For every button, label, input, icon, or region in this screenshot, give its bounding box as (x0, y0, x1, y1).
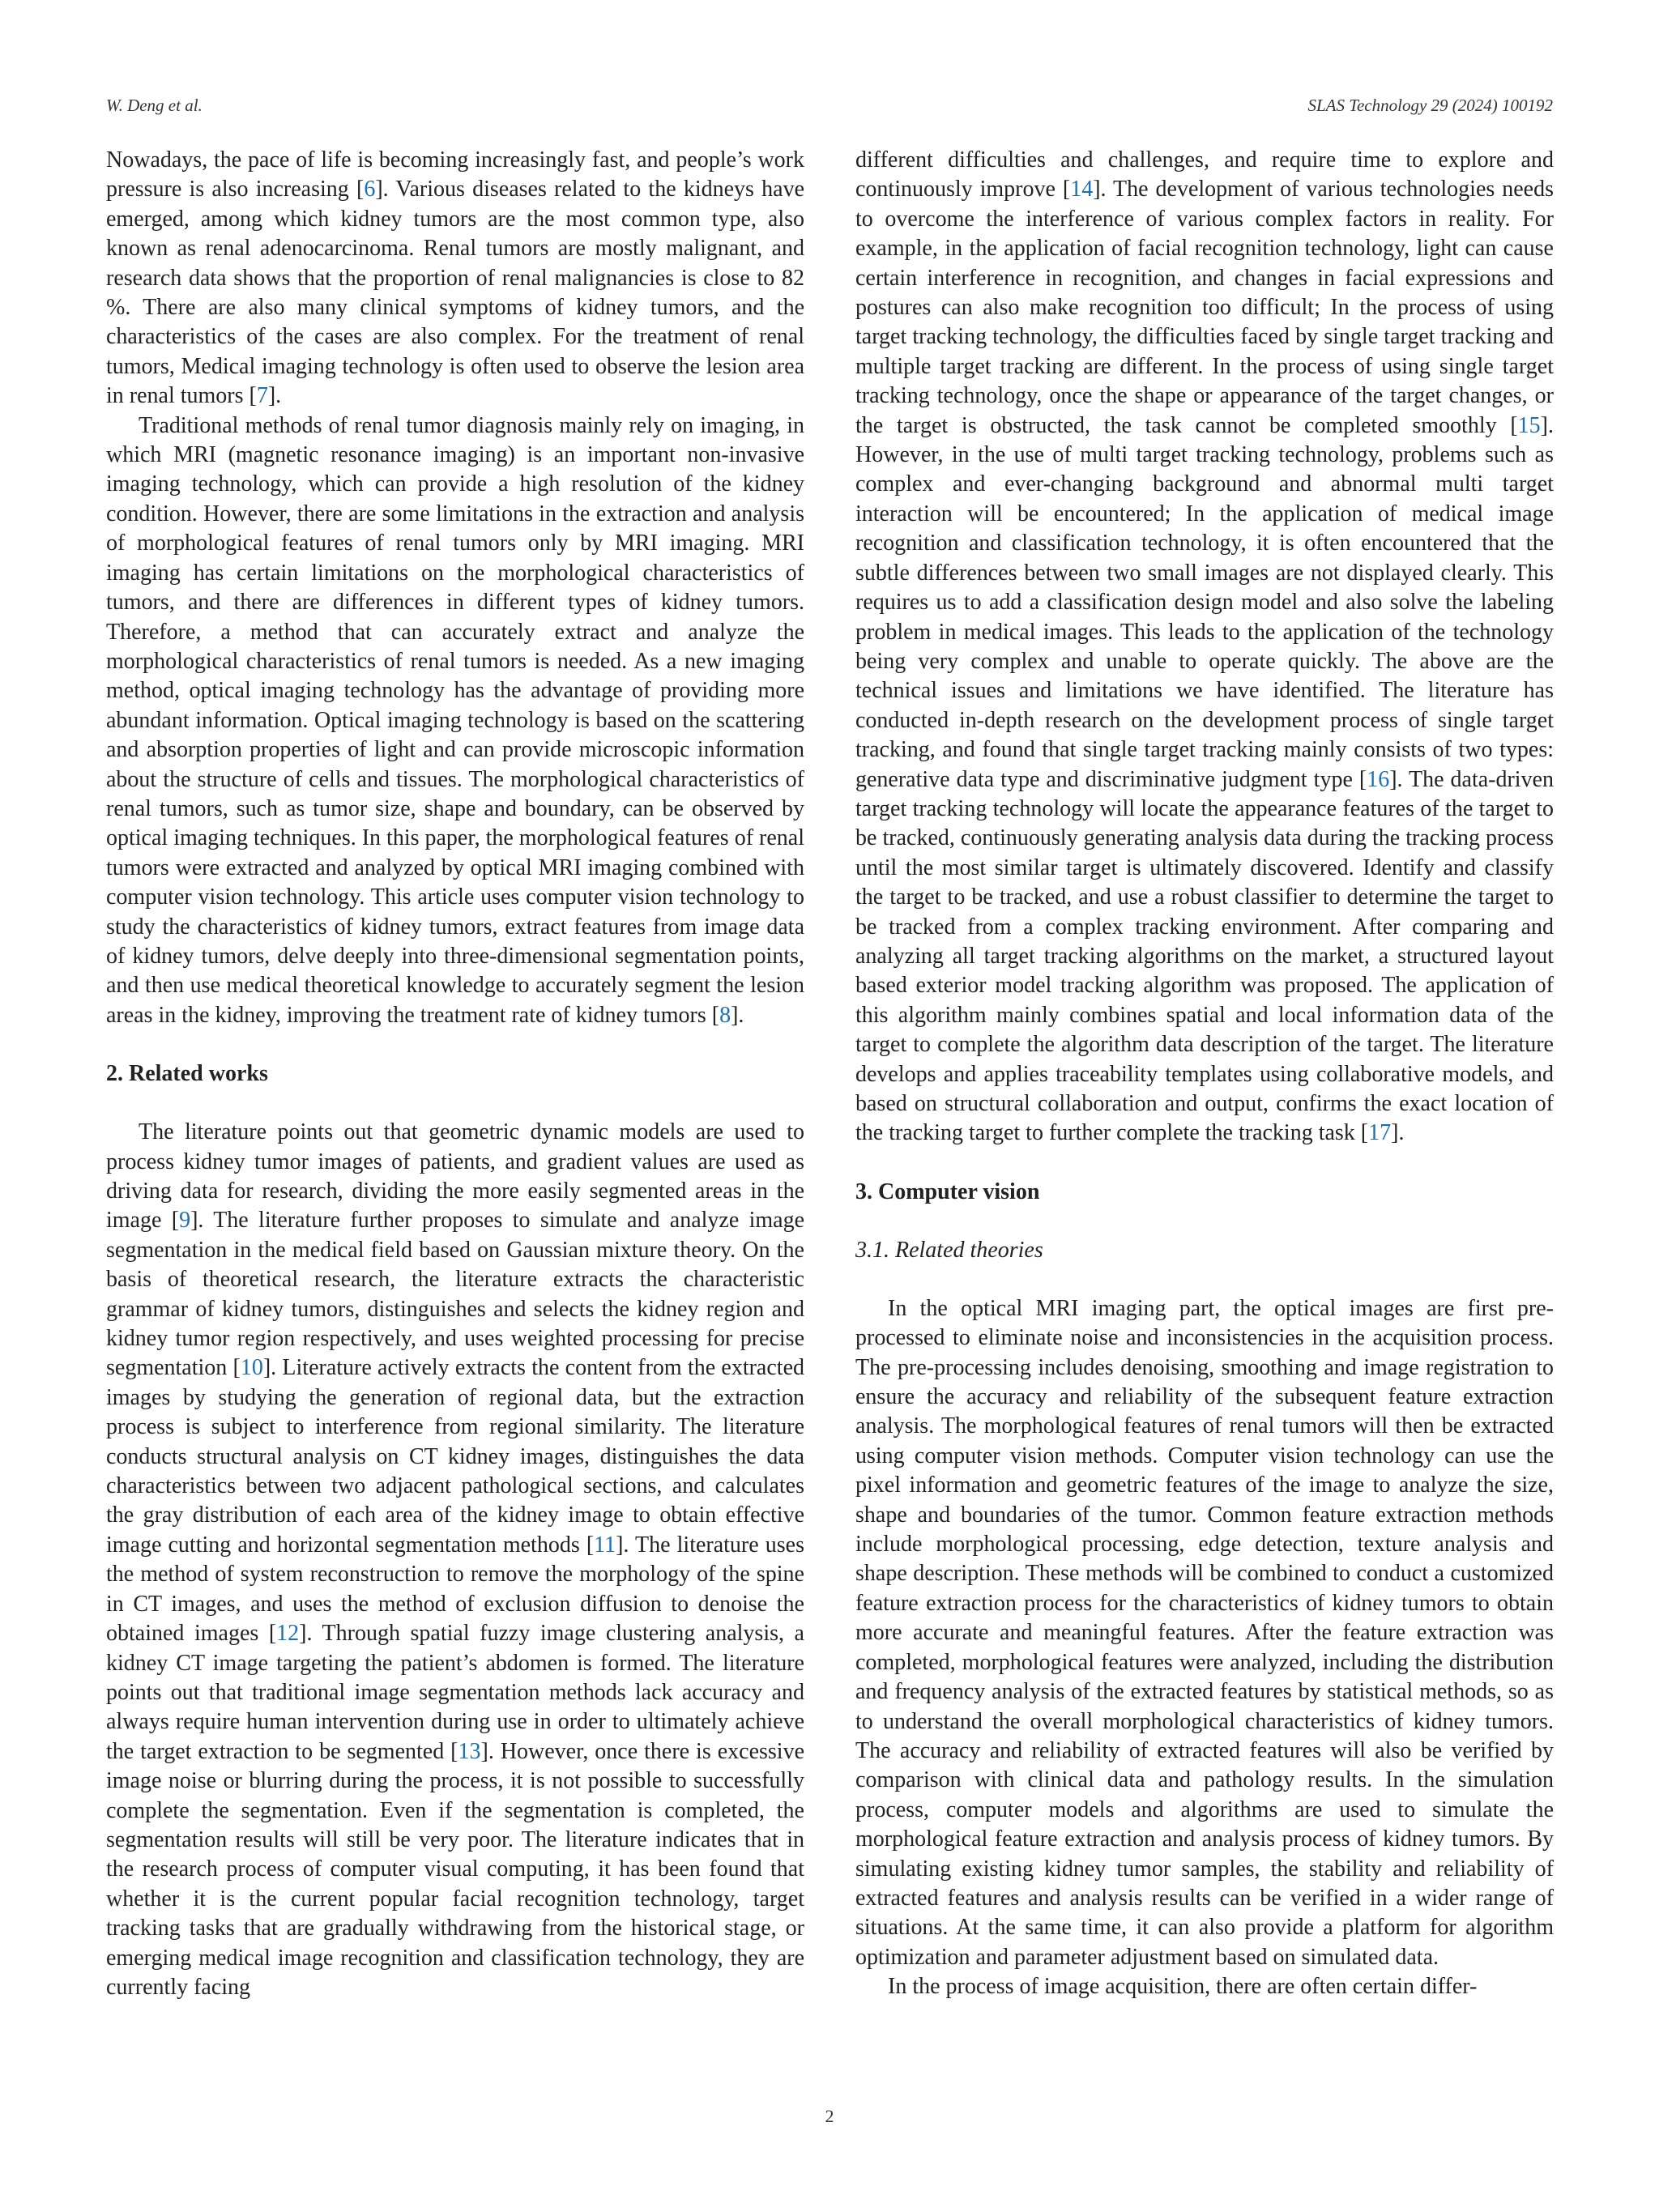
text-span: ]. Literature actively extracts the content from the extracted images by studying the generation of regional data, but the extraction process is subject to interference from regional similarity. The literature conducts structural analysis on CT kidney images, distinguishes the data characteristics between two adjacent pathological sections, and calculates the gray distribution of each area of the kidney image to obtain effective image cutting and horizontal segmentation methods [ (106, 1355, 804, 1558)
text-span: Nowadays, the pace of life is becoming increasingly fast, and people’s work pressure is also increasing [ (106, 147, 804, 202)
citation-link-12[interactable]: 12 (276, 1621, 300, 1647)
text-span: ]. The literature further proposes to simulate and analyze image segmentation in the medical field based on Gaussian mixture theory. On the basis of theoretical research, the literature extracts the characteristic grammar of kidney tumors, distinguishes and selects the kidney region and kidney tumor region respectively, and uses weighted processing for precise segmentation [ (106, 1208, 804, 1381)
citation-link-16[interactable]: 16 (1367, 766, 1390, 792)
related-theories-paragraph: In the optical MRI imaging part, the optical images are first pre-processed to eliminate noise and inconsistencies in the acquisition process. The pre-processing includes denoising, smoothing and image registration to ensure the accuracy and reliability of the subsequent feature extraction analysis. The morphological features of renal tumors will then be extracted using computer vision methods. Computer vision technology can use the pixel information and geometric features of the image to analyze the size, shape and boundaries of the tumor. Common feature extraction methods include morphological processing, edge detection, texture analysis and shape description. These methods will be combined to conduct a customized feature extraction process for the characteristics of kidney tumors to obtain more accurate and meaningful features. After the feature extraction was completed, morphological features were analyzed, including the distribution and frequency analysis of the extracted features by statistical methods, so as to understand the overall morphological characteristics of kidney tumors. The accuracy and reliability of extracted features will also be verified by comparison with clinical data and pathology results. In the simulation process, computer models and algorithms are used to simulate the morphological feature extraction and analysis process of kidney tumors. By simulating existing kidney tumor samples, the stability and reliability of extracted features and analysis results can be verified in a wider range of situations. At the same time, it can also provide a platform for algorithm optimization and parameter adjustment based on simulated data. (855, 1295, 1554, 1970)
text-span: ]. Through spatial fuzzy image clustering analysis, a kidney CT image targeting the patient’s abdomen is formed. The literature points out that traditional image segmentation methods lack accuracy and always require human intervention during use in order to ultimately achieve the target extraction to be segmented [ (106, 1621, 804, 1764)
section-heading-computer-vision: 3. Computer vision (855, 1178, 1040, 1204)
right-column (855, 146, 1554, 2002)
text-span: The literature points out that geometric dynamic models are used to process kidney tumor images of patients, and gradient values are used as driving data for research, dividing the more easily segmented areas in the image [ (106, 1119, 804, 1234)
text-span: ]. Various diseases related to the kidneys have emerged, among which kidney tumors are the most common type, also known as renal adenocarcinoma. Renal tumors are mostly malignant, and research data shows that the proportion of renal malignancies is close to 82 %. There are also many clinical symptoms of kidney tumors, and the characteristics of the cases are also complex. For the treatment of renal tumors, Medical imaging technology is often used to observe the lesion area in renal tumors [ (106, 177, 805, 409)
text-span: different difficulties and challenges, and require time to explore and continuously improve [ (855, 147, 1554, 202)
citation-link-9[interactable]: 9 (179, 1208, 191, 1234)
related-works-paragraph (106, 1118, 804, 2002)
continued-paragraph (855, 146, 1554, 1149)
text-span: Traditional methods of renal tumor diagnosis mainly rely on imaging, in which MRI (magnetic resonance imaging) is an important non-invasive imaging technology, which can provide a high resolution of the kidney condition. However, there are some limitations in the extraction and analysis of morphological features of renal tumors only by MRI imaging. MRI imaging has certain limitations on the morphological characteristics of tumors, and there are differences in different types of kidney tumors. Therefore, a method that can accurately extract and analyze the morphological characteristics of renal tumors is needed. As a new imaging method, optical imaging technology has the advantage of providing more abundant information. Optical imaging technology is based on the scattering and absorption properties of light and can provide microscopic information about the structure of cells and tissues. The morphological characteristics of renal tumors, such as tumor size, shape and boundary, can be observed by optical imaging techniques. In this paper, the morphological features of renal tumors were extracted and analyzed by optical MRI imaging combined with computer vision technology. This article uses computer vision technology to study the characteristics of kidney tumors, extract features from image data of kidney tumors, delve deeply into three-dimensional segmentation points, and then use medical theoretical knowledge to accurately segment the lesion areas in the kidney, improving the treatment rate of kidney tumors [ (106, 412, 804, 1028)
text-span: ]. However, in the use of multi target tracking technology, problems such as complex and ever-changing background and abnormal multi target interaction will be encountered; In the application of medical image recognition and classification technology, it is often encountered that the subtle differences between two small images are not displayed clearly. This requires us to add a classification design model and also solve the labeling problem in medical images. This leads to the application of the technology being very complex and unable to operate quickly. The above are the technical issues and limitations we have identified. The literature has conducted in-depth research on the development process of single target tracking, and found that single target tracking mainly consists of two types: generative data type and discriminative judgment type [ (855, 412, 1554, 792)
left-column (106, 146, 804, 2002)
running-head-journal: SLAS Technology 29 (2024) 100192 (1307, 96, 1553, 115)
intro-paragraph-1 (106, 146, 804, 411)
citation-link-7[interactable]: 7 (256, 383, 268, 409)
text-span: ]. (731, 1002, 744, 1028)
image-acquisition-paragraph: In the process of image acquisition, there are often certain differ- (888, 1974, 1478, 2000)
text-span: ]. However, once there is excessive image noise or blurring during the process, it is not possible to successfully complete the segmentation. Even if the segmentation is completed, the segmentation results will still be very poor. The literature indicates that in the research process of computer visual computing, it has been found that whether it is the current popular facial recognition technology, target tracking tasks that are gradually withdrawing from the historical stage, or emerging medical image recognition and classification technology, they are currently facing (106, 1738, 804, 2000)
text-span: ]. (1391, 1120, 1405, 1146)
running-head-authors: W. Deng et al. (106, 96, 203, 115)
section-heading-related-works: 2. Related works (106, 1061, 268, 1087)
intro-paragraph-2 (106, 411, 804, 1031)
citation-link-15[interactable]: 15 (1517, 412, 1541, 438)
citation-link-8[interactable]: 8 (719, 1002, 731, 1028)
subsection-heading-related-theories: 3.1. Related theories (855, 1237, 1043, 1263)
citation-link-6[interactable]: 6 (364, 177, 376, 202)
citation-link-10[interactable]: 10 (240, 1355, 263, 1381)
citation-link-11[interactable]: 11 (594, 1532, 616, 1558)
text-span: ]. The development of various technologies needs to overcome the interference of various complex factors in reality. For example, in the application of facial recognition technology, light can cause certain interference in recognition, and changes in facial expressions and postures can also make recognition too difficult; In the process of using target tracking technology, the difficulties faced by single target tracking and multiple target tracking are different. In the process of using single target tracking technology, once the shape or appearance of the target changes, or the target is obstructed, the task cannot be completed smoothly [ (855, 177, 1555, 438)
text-span: ]. (267, 383, 282, 409)
citation-link-17[interactable]: 17 (1368, 1120, 1392, 1146)
text-span: ]. The literature uses the method of system reconstruction to remove the morphology of the spine in CT images, and uses the method of exclusion diffusion to denoise the obtained images [ (106, 1532, 804, 1647)
text-span: ]. The data-driven target tracking technology will locate the appearance features of the target to be tracked, continuously generating analysis data during the tracking process until the most similar target is ultimately discovered. Identify and classify the target to be tracked, and use a robust classifier to determine the target to be tracked from a complex tracking environment. After comparing and analyzing all target tracking algorithms on the market, a structured layout based exterior model tracking algorithm was proposed. The application of this algorithm mainly combines spatial and local information data of the target to complete the algorithm data description of the target. The literature develops and applies traceability templates using collaborative models, and based on structural collaboration and output, confirms the exact location of the tracking target to further complete the tracking task [ (855, 766, 1555, 1146)
citation-link-13[interactable]: 13 (458, 1738, 481, 1764)
citation-link-14[interactable]: 14 (1070, 177, 1094, 202)
page-number: 2 (825, 2106, 834, 2126)
